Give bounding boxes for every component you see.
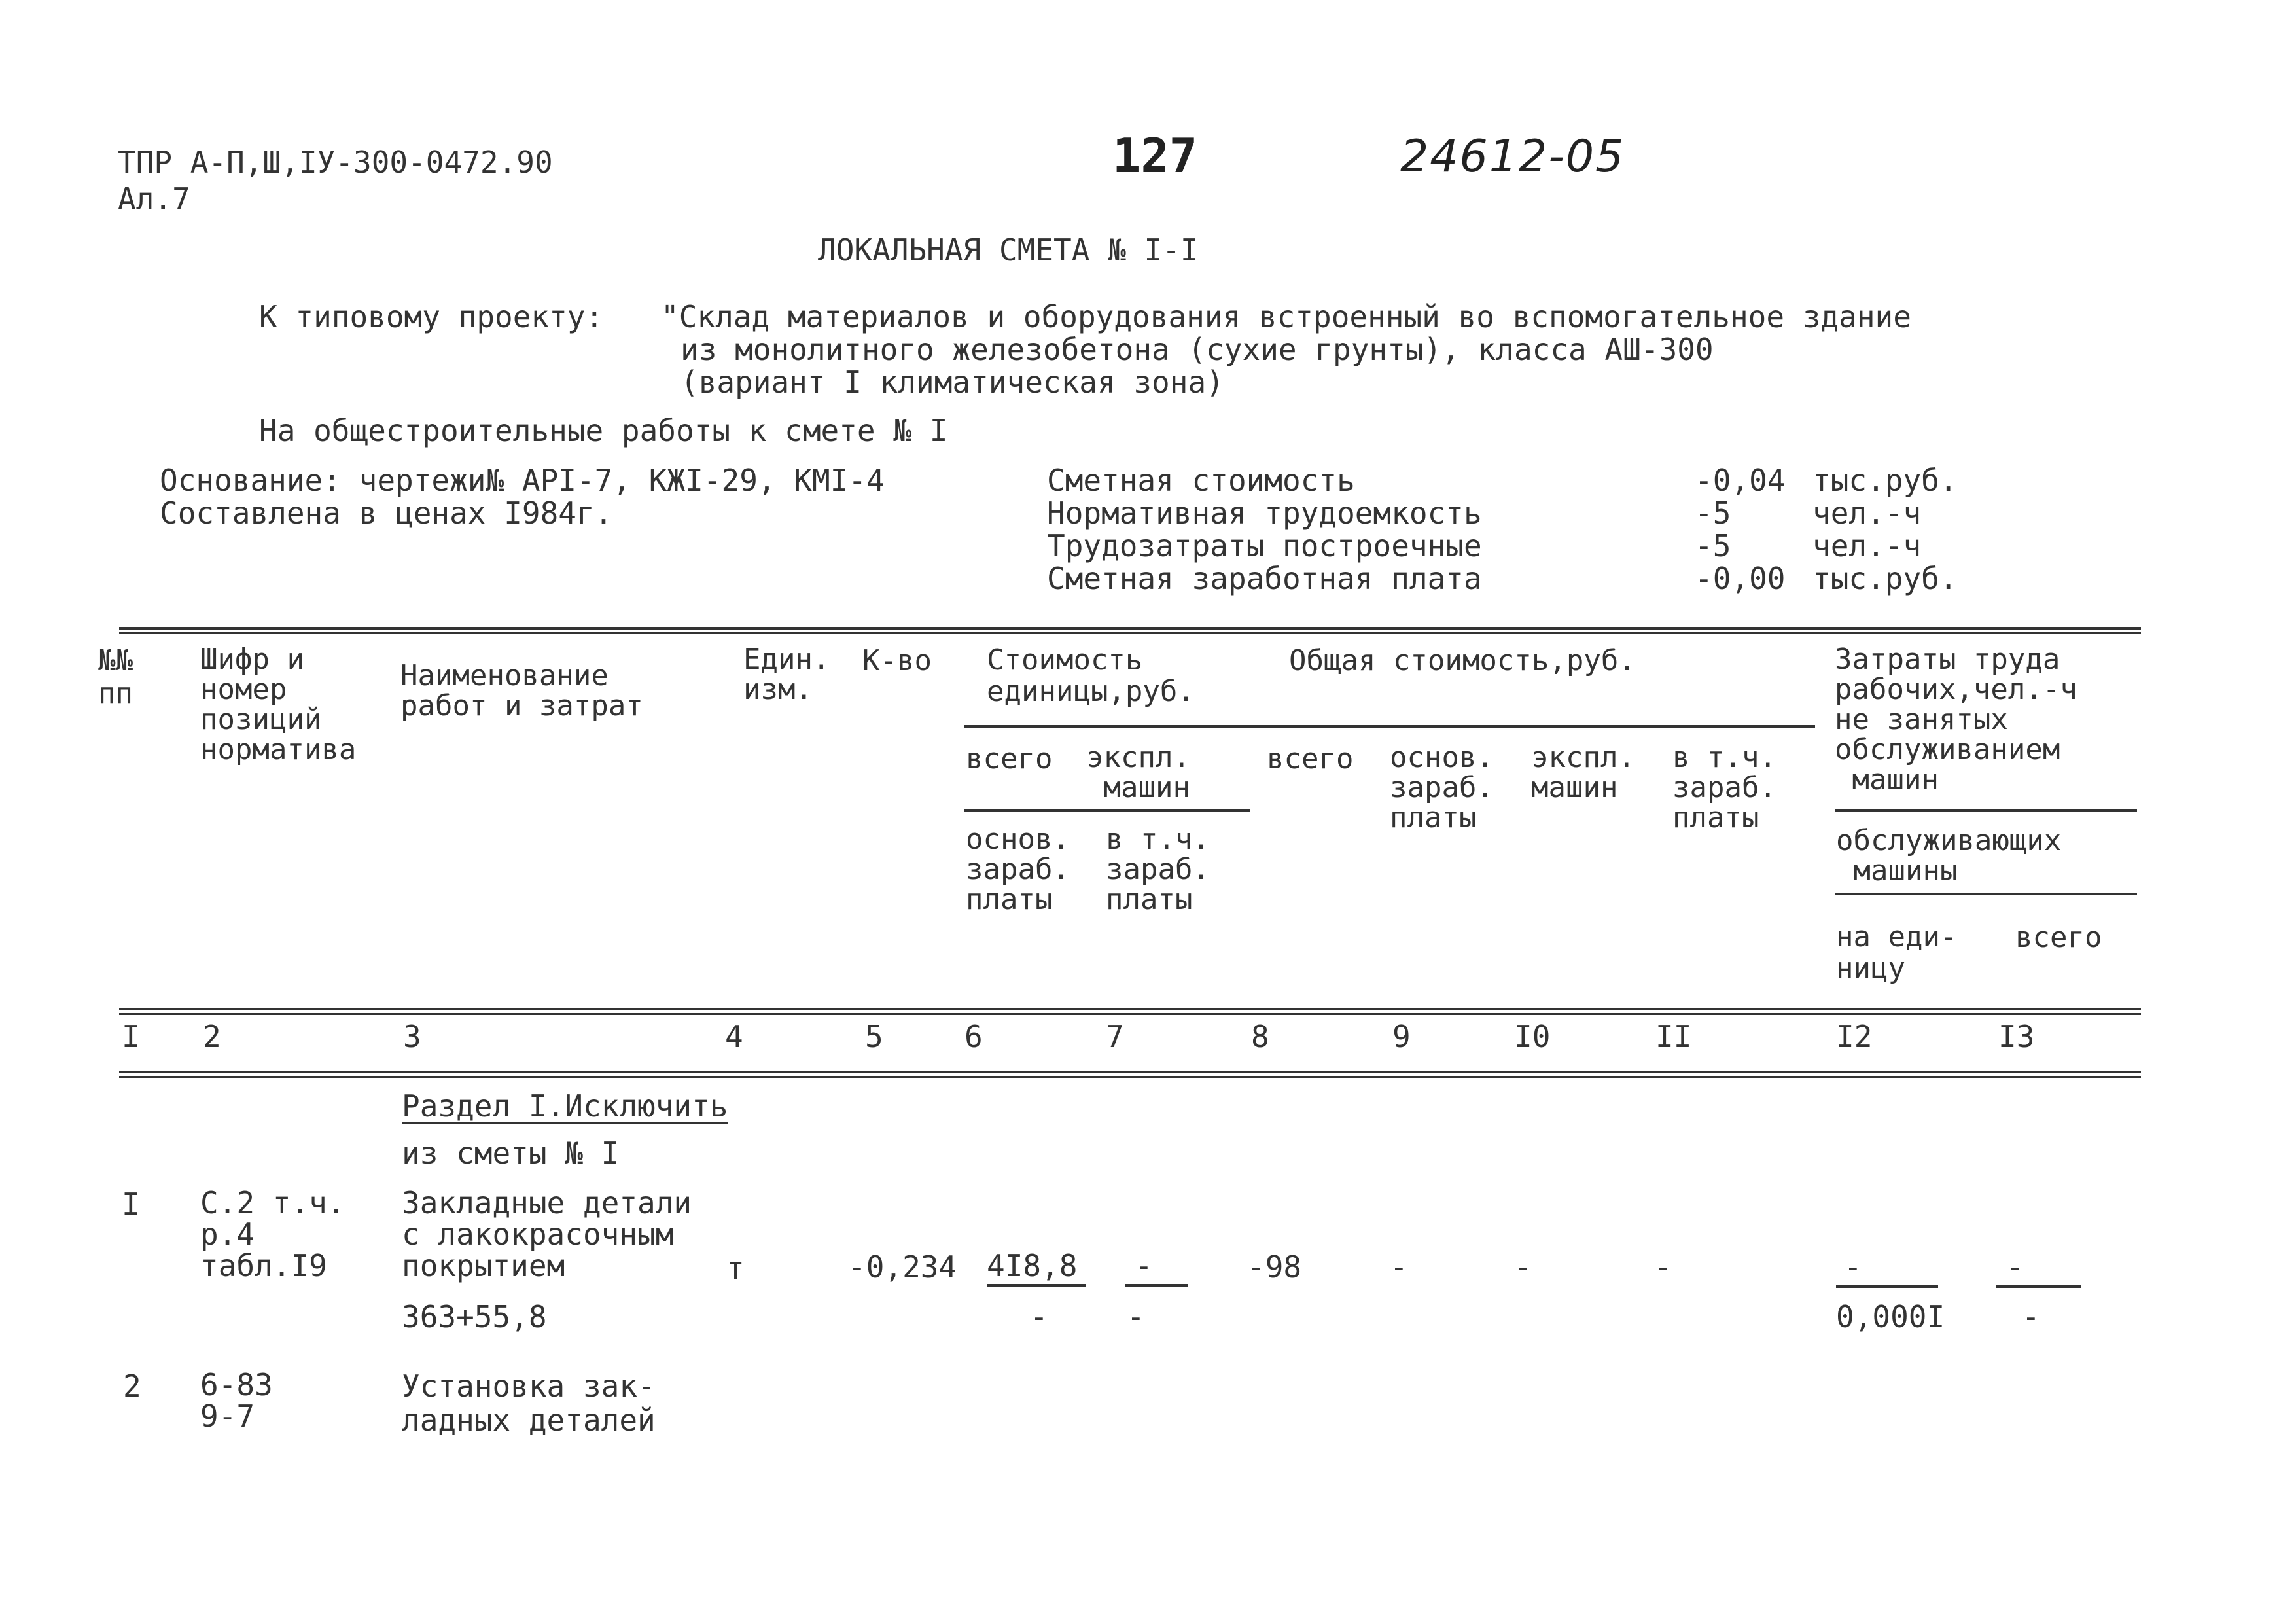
sheet-number: Ал.7 — [118, 181, 190, 217]
header-unit-cost-machines: экспл. машин — [1086, 741, 1190, 804]
summary-unit: тыс.руб. — [1812, 463, 1958, 498]
table-top-rule-2 — [119, 632, 2141, 634]
summary-label: Сметная стоимость — [1047, 463, 1355, 498]
unit-cost-sub-rule — [964, 809, 1250, 812]
column-number: 3 — [403, 1019, 421, 1054]
column-numbers-bottom-rule — [119, 1071, 2141, 1073]
row-labor-total-bottom: - — [2022, 1299, 2040, 1334]
row-labor-unit-top: - — [1844, 1249, 1862, 1285]
header-name: Наименование работ и затрат — [400, 659, 643, 722]
column-number: 9 — [1392, 1019, 1411, 1054]
document-code: ТПР А-П,Ш,IУ-300-0472.90 — [118, 145, 553, 180]
row-total-machines: - — [1514, 1249, 1532, 1285]
unit-cost-rule — [964, 725, 1815, 728]
column-number: I3 — [1998, 1019, 2035, 1054]
works-line: На общестроительные работы к смете № I — [259, 413, 948, 448]
project-label: К типовому проекту: — [259, 299, 604, 334]
header-total-all: всего — [1267, 742, 1354, 776]
row-unit-cost-incl-wage: - — [1127, 1299, 1145, 1334]
column-number: I2 — [1836, 1019, 1873, 1054]
column-number: I0 — [1514, 1019, 1551, 1054]
summary-unit: чел.-ч — [1812, 495, 1922, 531]
header-number: №№ пп — [98, 644, 133, 710]
header-unit-cost-base-wage: основ. зараб. платы — [966, 823, 1070, 916]
header-total-incl-wage: в т.ч. зараб. платы — [1672, 741, 1776, 834]
section-title-text: Раздел I.Исключить — [402, 1088, 728, 1124]
column-number: I — [122, 1019, 140, 1054]
header-unit: Един. изм. — [743, 643, 830, 706]
handwritten-code: 24612-05 — [1400, 131, 1625, 183]
header-code: Шифр и номер позиций норматива — [200, 643, 357, 766]
column-number: 8 — [1251, 1019, 1269, 1054]
row-number: I — [122, 1186, 140, 1222]
column-numbers-top-rule-2 — [119, 1013, 2141, 1015]
column-number: 6 — [964, 1019, 983, 1054]
project-line-1: "Склад материалов и оборудования встроенный во вспомогательное здание — [661, 299, 1911, 334]
summary-unit: чел.-ч — [1812, 528, 1922, 563]
header-unit-cost-incl-wage: в т.ч. зараб. платы — [1106, 823, 1210, 916]
basis-line: Основание: чертежи№ АРI-7, КЖI-29, КМI-4 — [160, 463, 885, 498]
fraction-line — [1836, 1285, 1938, 1288]
row-unit-cost-base-wage: - — [1030, 1299, 1048, 1334]
row-code: 6-83 9-7 — [200, 1367, 273, 1434]
column-number: 5 — [865, 1019, 883, 1054]
page-number: 127 — [1112, 128, 1198, 183]
fraction-line — [1125, 1284, 1188, 1287]
row-name: Закладные детали с лакокрасочным покрытием — [402, 1185, 692, 1283]
section-title — [402, 1089, 728, 1123]
header-labor-total: всего — [2015, 921, 2102, 954]
prices-line: Составлена в ценах I984г. — [160, 495, 613, 531]
header-labor-per-unit: на еди- ницу — [1836, 920, 1958, 985]
row-labor-total-top: - — [2006, 1249, 2024, 1285]
column-numbers-bottom-rule-2 — [119, 1076, 2141, 1078]
column-number: II — [1655, 1019, 1692, 1054]
row-name-extra: 363+55,8 — [402, 1299, 547, 1334]
estimate-title: ЛОКАЛЬНАЯ СМЕТА № I-I — [818, 232, 1199, 268]
summary-unit: тыс.руб. — [1812, 561, 1958, 596]
section-subtitle: из сметы № I — [402, 1135, 620, 1171]
row-unit: т — [726, 1251, 745, 1286]
row-total-base-wage: - — [1390, 1249, 1408, 1285]
column-number: 7 — [1106, 1019, 1124, 1054]
summary-value: -0,00 — [1695, 561, 1786, 596]
header-labor: Затраты труда рабочих,чел.-ч не занятых обслуживанием машин — [1835, 643, 2077, 796]
row-total: -98 — [1247, 1249, 1302, 1285]
column-numbers-top-rule — [119, 1008, 2141, 1010]
column-number: 4 — [725, 1019, 743, 1054]
summary-value: -0,04 — [1695, 463, 1786, 498]
header-labor-servicing: обслуживающих машины — [1836, 824, 2062, 887]
summary-label: Сметная заработная плата — [1047, 561, 1482, 596]
row-code: С.2 т.ч. p.4 табл.I9 — [200, 1185, 345, 1283]
project-line-3: (вариант I климатическая зона) — [680, 365, 1224, 400]
summary-value: -5 — [1695, 528, 1731, 563]
header-total-base-wage: основ. зараб. платы — [1390, 741, 1494, 834]
summary-label: Трудозатраты построечные — [1047, 528, 1482, 563]
row-labor-unit-bottom: 0,000I — [1836, 1299, 1945, 1334]
row-total-incl-wage: - — [1654, 1249, 1672, 1285]
header-quantity: К-во — [862, 644, 932, 677]
header-unit-cost: Стоимость единицы,руб. — [987, 643, 1195, 708]
row-number: 2 — [123, 1368, 141, 1404]
column-number: 2 — [203, 1019, 221, 1054]
fraction-line — [1996, 1285, 2081, 1288]
table-top-rule — [119, 627, 2141, 630]
row-quantity: -0,234 — [848, 1249, 957, 1285]
labor-sub-rule-1 — [1835, 809, 2137, 812]
row-unit-cost-total: 4I8,8 — [987, 1248, 1078, 1283]
summary-label: Нормативная трудоемкость — [1047, 495, 1482, 531]
header-unit-cost-total: всего — [966, 742, 1053, 776]
header-total-cost: Общая стоимость,руб. — [1289, 644, 1636, 677]
header-total-machines: экспл. машин — [1531, 741, 1635, 804]
row-name: Установка зак- ладных деталей — [402, 1368, 656, 1438]
labor-sub-rule-2 — [1835, 893, 2137, 895]
fraction-line — [987, 1284, 1086, 1287]
summary-value: -5 — [1695, 495, 1731, 531]
project-line-2: из монолитного железобетона (сухие грунты), класса АШ-300 — [680, 332, 1714, 367]
row-unit-cost-machines: - — [1135, 1248, 1153, 1283]
